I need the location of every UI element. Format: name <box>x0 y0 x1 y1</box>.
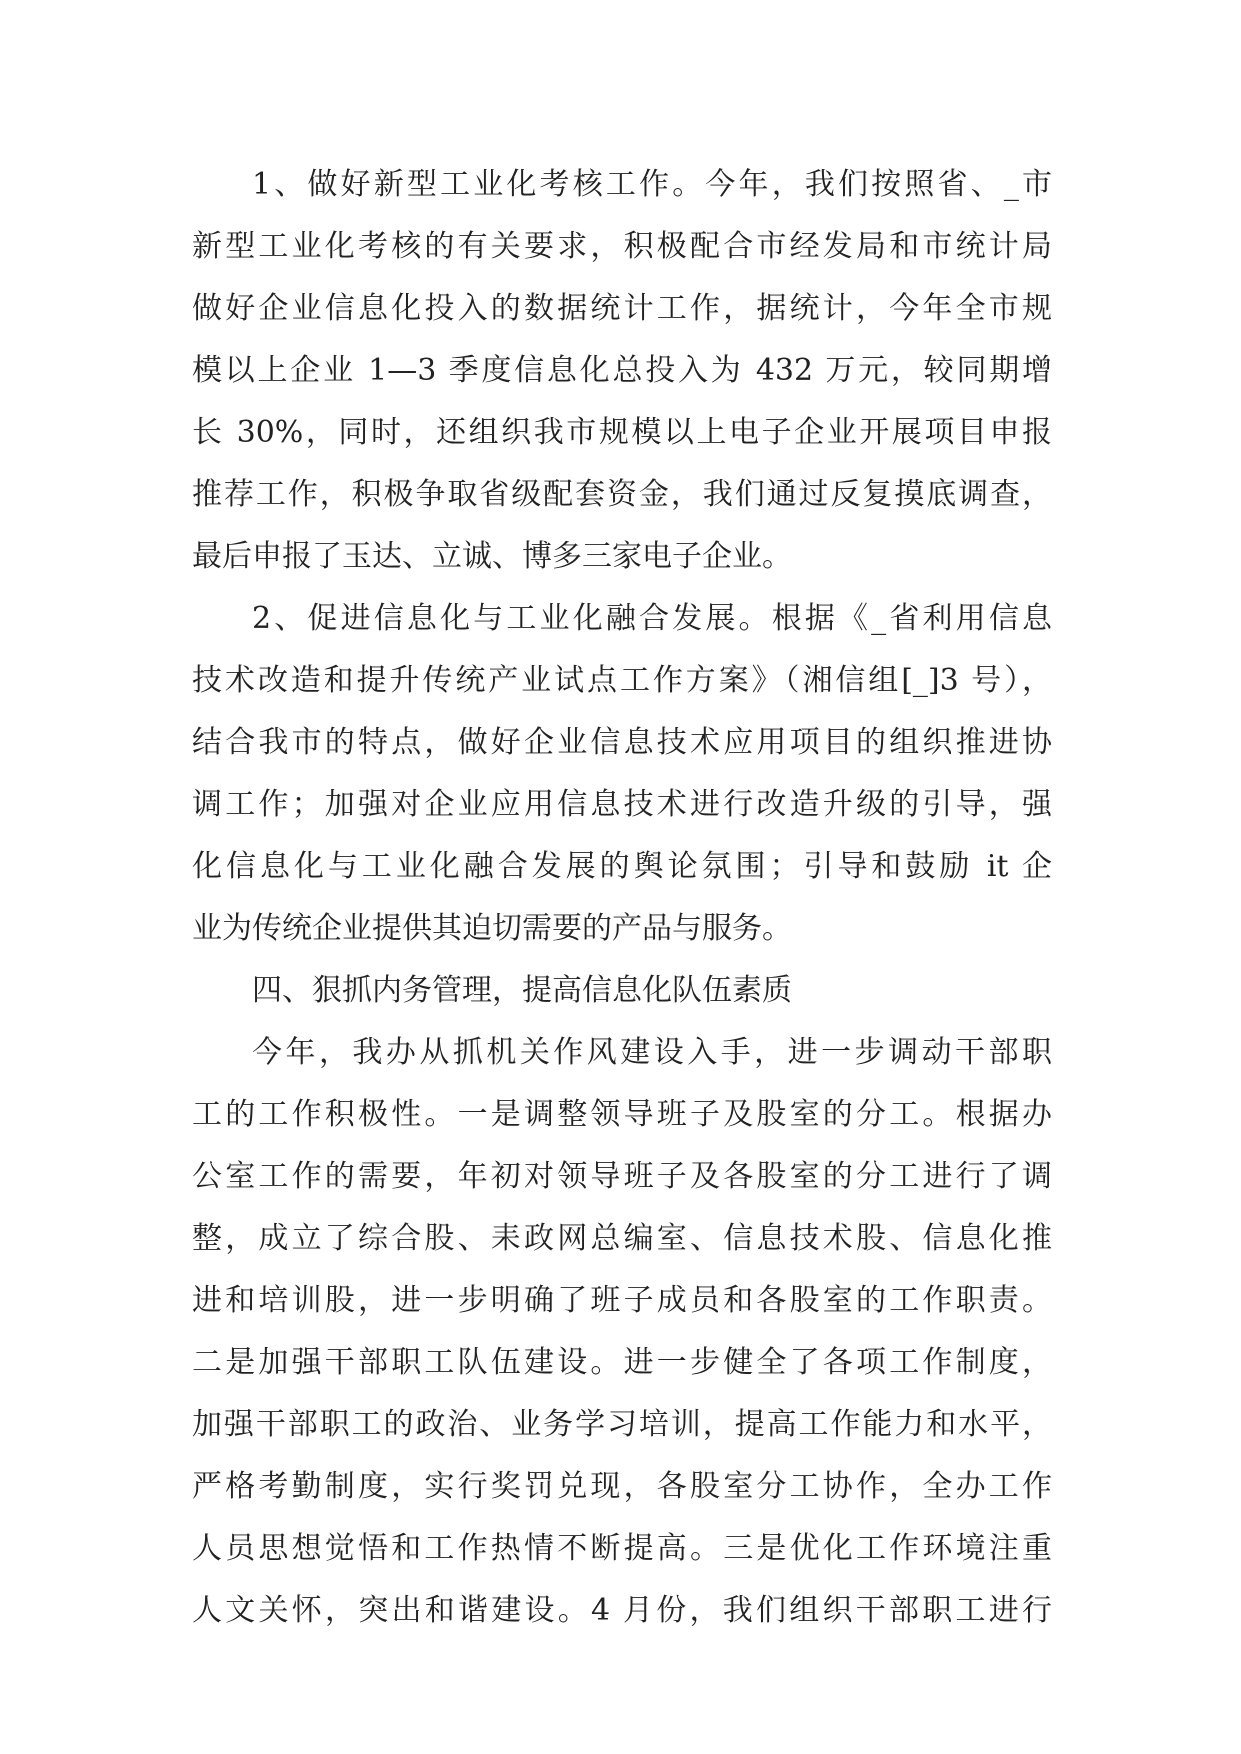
text-line: 长 30%，同时，还组织我市规模以上电子企业开展项目申报 <box>192 415 1052 450</box>
document-body <box>192 154 1052 1642</box>
text-line: 推荐工作，积极争取省级配套资金，我们通过反复摸底调查， <box>192 477 1052 512</box>
text-line: 结合我市的特点，做好企业信息技术应用项目的组织推进协 <box>192 725 1052 760</box>
text-line: 业为传统企业提供其迫切需要的产品与服务。 <box>192 911 792 946</box>
text-line: 严格考勤制度，实行奖罚兑现，各股室分工协作，全办工作 <box>192 1469 1052 1504</box>
section-heading: 四、狠抓内务管理，提高信息化队伍素质 <box>252 973 792 1008</box>
text-line: 公室工作的需要，年初对领导班子及各股室的分工进行了调 <box>192 1159 1052 1194</box>
text-line: 人员思想觉悟和工作热情不断提高。三是优化工作环境注重 <box>192 1531 1052 1566</box>
text-line: 人文关怀，突出和谐建设。4 月份，我们组织干部职工进行 <box>192 1593 1052 1628</box>
text-line: 二是加强干部职工队伍建设。进一步健全了各项工作制度， <box>192 1345 1052 1380</box>
text-line: 模以上企业 1—3 季度信息化总投入为 432 万元，较同期增 <box>192 353 1052 388</box>
text-line: 工的工作积极性。一是调整领导班子及股室的分工。根据办 <box>192 1097 1052 1132</box>
text-line: 最后申报了玉达、立诚、博多三家电子企业。 <box>192 539 792 574</box>
text-line: 新型工业化考核的有关要求，积极配合市经发局和市统计局 <box>192 229 1052 264</box>
text-line: 技术改造和提升传统产业试点工作方案》（湘信组[_]3 号）， <box>192 663 1052 698</box>
text-line: 整，成立了综合股、耒政网总编室、信息技术股、信息化推 <box>192 1221 1052 1256</box>
text-line: 做好企业信息化投入的数据统计工作，据统计，今年全市规 <box>192 291 1052 326</box>
text-line: 1、做好新型工业化考核工作。今年，我们按照省、_市 <box>252 167 1052 202</box>
text-line: 化信息化与工业化融合发展的舆论氛围；引导和鼓励 it 企 <box>192 849 1052 884</box>
text-line: 加强干部职工的政治、业务学习培训，提高工作能力和水平， <box>192 1407 1052 1442</box>
text-line: 今年，我办从抓机关作风建设入手，进一步调动干部职 <box>252 1035 1052 1070</box>
text-line: 2、促进信息化与工业化融合发展。根据《_省利用信息 <box>252 601 1052 636</box>
text-line: 进和培训股，进一步明确了班子成员和各股室的工作职责。 <box>192 1283 1052 1318</box>
text-line: 调工作；加强对企业应用信息技术进行改造升级的引导，强 <box>192 787 1052 822</box>
